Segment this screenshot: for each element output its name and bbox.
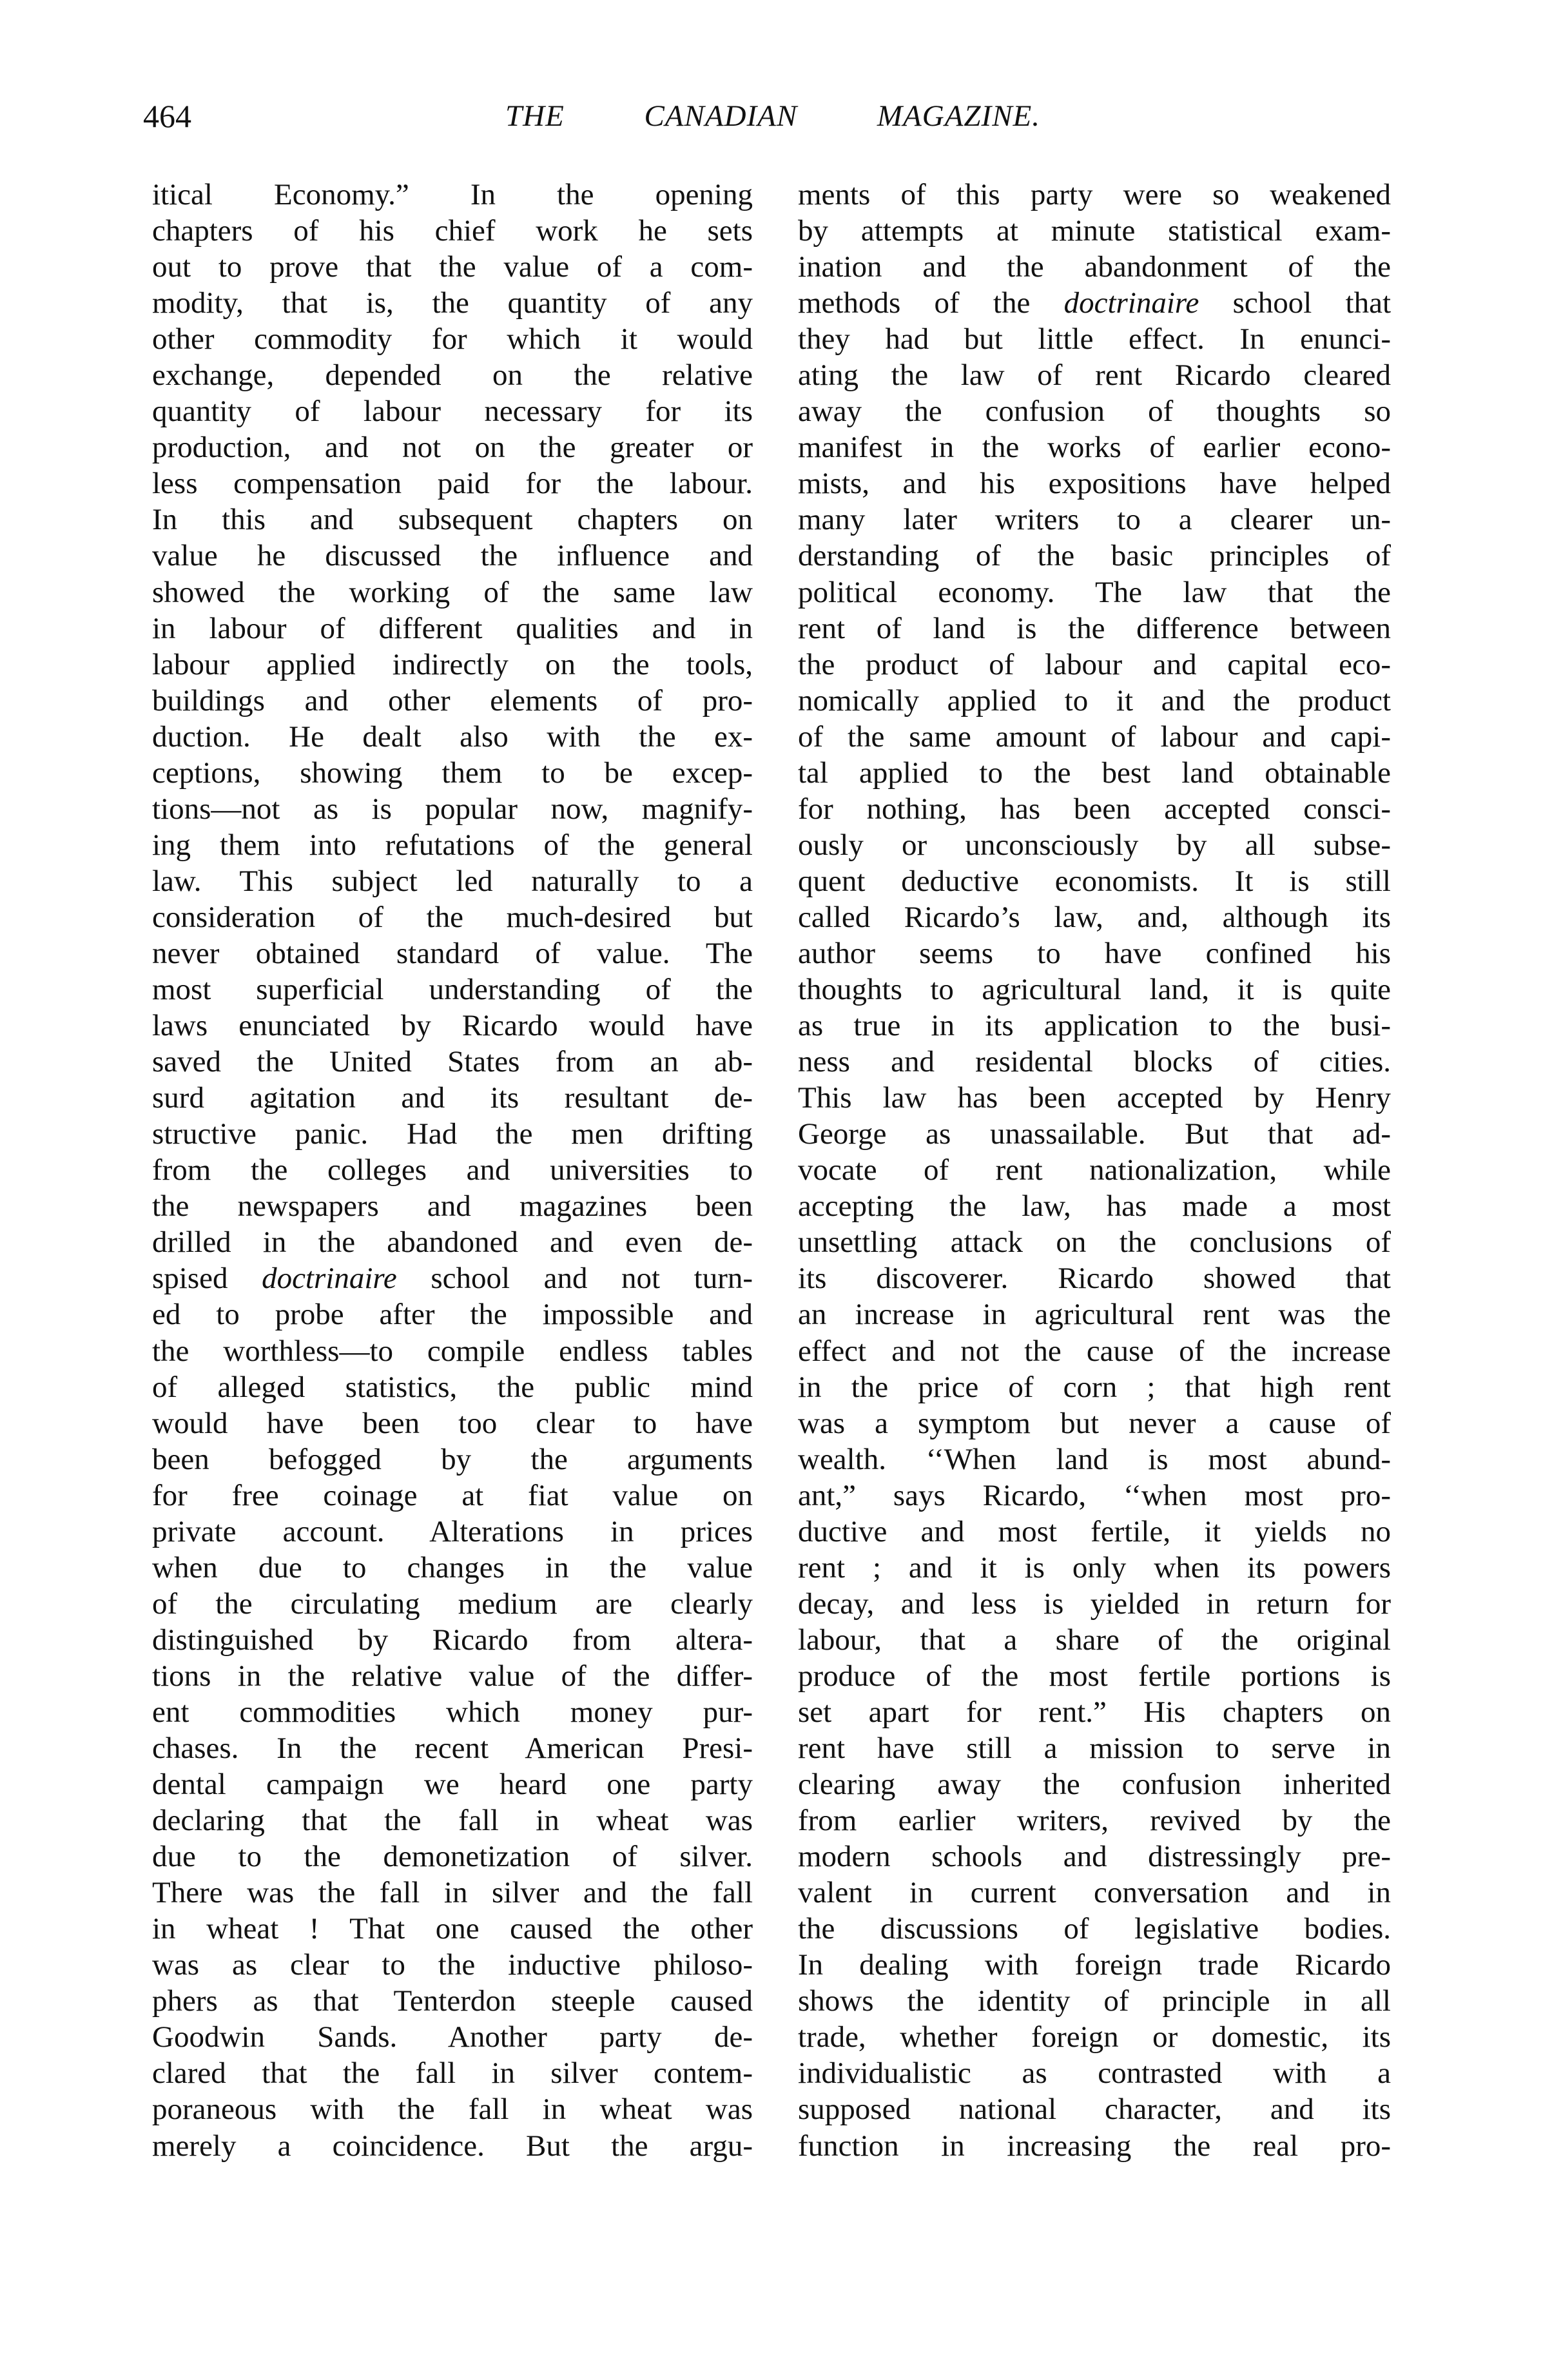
text-line: George as unassailable. But that ad- bbox=[798, 1117, 1391, 1151]
text-line: buildings and other elements of pro- bbox=[152, 683, 753, 717]
text-line: ness and residental blocks of cities. bbox=[798, 1045, 1391, 1079]
text-line: ant,” says Ricardo, ‘‘when most pro- bbox=[798, 1478, 1391, 1512]
text-line: its discoverer. Ricardo showed that bbox=[798, 1262, 1391, 1296]
text-line: clared that the fall in silver contem- bbox=[152, 2056, 753, 2091]
text-line: many later writers to a clearer un- bbox=[798, 503, 1391, 537]
text-line: dental campaign we heard one party bbox=[152, 1768, 753, 1802]
text-line: merely a coincidence. But the argu- bbox=[152, 2129, 753, 2163]
text-line: the discussions of legislative bodies. bbox=[798, 1912, 1391, 1946]
text-line: itical Economy.” In the opening bbox=[152, 178, 753, 211]
text-line: ceptions, showing them to be excep- bbox=[152, 756, 753, 790]
text-line: poraneous with the fall in wheat was bbox=[152, 2092, 753, 2127]
text-line: production, and not on the greater or bbox=[152, 431, 753, 465]
text-line: called Ricardo’s law, and, although its bbox=[798, 900, 1391, 934]
text-line: the newspapers and magazines been bbox=[152, 1189, 753, 1224]
text-line: when due to changes in the value bbox=[152, 1550, 753, 1585]
text-line: value he discussed the influence and bbox=[152, 539, 753, 573]
text-line: showed the working of the same law bbox=[152, 575, 753, 609]
text-line: distinguished by Ricardo from altera- bbox=[152, 1623, 753, 1657]
text-line: This law has been accepted by Henry bbox=[798, 1081, 1391, 1115]
text-line: laws enunciated by Ricardo would have bbox=[152, 1009, 753, 1043]
text-line: tions in the relative value of the differ- bbox=[152, 1659, 753, 1693]
text-line: political economy. The law that the bbox=[798, 575, 1391, 609]
text-line bbox=[152, 1260, 753, 1296]
text-line: surd agitation and its resultant de- bbox=[152, 1081, 753, 1115]
text-line: consideration of the much-desired but bbox=[152, 900, 753, 934]
text-line: ments of this party were so weakened bbox=[798, 178, 1391, 211]
italic-term: doctrinaire bbox=[1063, 286, 1199, 320]
text-line: nomically applied to it and the product bbox=[798, 683, 1391, 717]
text-line: function in increasing the real pro- bbox=[798, 2129, 1391, 2163]
text-line: In dealing with foreign trade Ricardo bbox=[798, 1948, 1391, 1982]
text-line: modity, that is, the quantity of any bbox=[152, 286, 753, 320]
text-run: spised bbox=[152, 1262, 262, 1296]
text-line: due to the demonetization of silver. bbox=[152, 1840, 753, 1874]
text-line: for free coinage at fiat value on bbox=[152, 1478, 753, 1512]
text-line: away the confusion of thoughts so bbox=[798, 395, 1391, 429]
text-line: Goodwin Sands. Another party de- bbox=[152, 2020, 753, 2054]
text-line: derstanding of the basic principles of bbox=[798, 539, 1391, 573]
text-line: other commodity for which it would bbox=[152, 322, 753, 356]
text-line: In this and subsequent chapters on bbox=[152, 503, 753, 537]
text-line: ating the law of rent Ricardo cleared bbox=[798, 358, 1391, 393]
text-line: ing them into refutations of the general bbox=[152, 828, 753, 862]
text-line: rent ; and it is only when its powers bbox=[798, 1550, 1391, 1585]
text-line: set apart for rent.” His chapters on bbox=[798, 1695, 1391, 1729]
text-line: labour applied indirectly on the tools, bbox=[152, 647, 753, 681]
text-line: ously or unconsciously by all subse- bbox=[798, 828, 1391, 862]
text-line: clearing away the confusion inherited bbox=[798, 1768, 1391, 1802]
text-line: for nothing, has been accepted consci- bbox=[798, 792, 1391, 826]
text-line: they had but little effect. In enunci- bbox=[798, 322, 1391, 356]
text-line: saved the United States from an ab- bbox=[152, 1045, 753, 1079]
text-line: out to prove that the value of a com- bbox=[152, 250, 753, 284]
text-line: by attempts at minute statistical exam- bbox=[798, 214, 1391, 248]
left-column bbox=[152, 177, 753, 2164]
text-line: from the colleges and universities to bbox=[152, 1153, 753, 1187]
text-line: thoughts to agricultural land, it is quite bbox=[798, 973, 1391, 1007]
text-run: methods of the bbox=[798, 286, 1064, 320]
text-line: phers as that Tenterdon steeple caused bbox=[152, 1984, 753, 2018]
text-line: manifest in the works of earlier econo- bbox=[798, 431, 1391, 465]
text-line: ent commodities which money pur- bbox=[152, 1695, 753, 1729]
text-line: exchange, depended on the relative bbox=[152, 358, 753, 393]
text-line: ductive and most fertile, it yields no bbox=[798, 1514, 1391, 1548]
text-line: would have been too clear to have bbox=[152, 1406, 753, 1440]
text-line: of the same amount of labour and capi- bbox=[798, 719, 1391, 754]
text-line: in wheat ! That one caused the other bbox=[152, 1912, 753, 1946]
text-line: mists, and his expositions have helped bbox=[798, 467, 1391, 501]
text-line: produce of the most fertile portions is bbox=[798, 1659, 1391, 1693]
text-line: from earlier writers, revived by the bbox=[798, 1804, 1391, 1838]
text-line: labour, that a share of the original bbox=[798, 1623, 1391, 1657]
text-line: trade, whether foreign or domestic, its bbox=[798, 2020, 1391, 2054]
text-line: in labour of different qualities and in bbox=[152, 611, 753, 645]
text-line: decay, and less is yielded in return for bbox=[798, 1586, 1391, 1621]
text-line: vocate of rent nationalization, while bbox=[798, 1153, 1391, 1187]
text-line: chapters of his chief work he sets bbox=[152, 214, 753, 248]
text-line: valent in current conversation and in bbox=[798, 1876, 1391, 1910]
text-line: been befogged by the arguments bbox=[152, 1442, 753, 1476]
text-line: of the circulating medium are clearly bbox=[152, 1586, 753, 1621]
text-line: rent of land is the difference between bbox=[798, 611, 1391, 645]
text-line: was a symptom but never a cause of bbox=[798, 1406, 1391, 1440]
text-line: declaring that the fall in wheat was bbox=[152, 1804, 753, 1838]
text-line: private account. Alterations in prices bbox=[152, 1514, 753, 1548]
italic-term: doctrinaire bbox=[262, 1262, 397, 1296]
text-line: less compensation paid for the labour. bbox=[152, 467, 753, 501]
text-line: the product of labour and capital eco- bbox=[798, 647, 1391, 681]
text-line: most superficial understanding of the bbox=[152, 973, 753, 1007]
text-line: the worthless—to compile endless tables bbox=[152, 1334, 753, 1368]
text-line: rent have still a mission to serve in bbox=[798, 1731, 1391, 1766]
text-line: structive panic. Had the men drifting bbox=[152, 1117, 753, 1151]
right-column bbox=[798, 177, 1391, 2164]
text-line: effect and not the cause of the increase bbox=[798, 1334, 1391, 1368]
text-line: tions—not as is popular now, magnify- bbox=[152, 792, 753, 826]
text-line: modern schools and distressingly pre- bbox=[798, 1840, 1391, 1874]
text-line: individualistic as contrasted with a bbox=[798, 2056, 1391, 2091]
text-run: school and not turn- bbox=[396, 1262, 753, 1296]
text-line bbox=[798, 285, 1391, 321]
text-line: never obtained standard of value. The bbox=[152, 936, 753, 970]
text-line: law. This subject led naturally to a bbox=[152, 864, 753, 898]
text-line: wealth. ‘‘When land is most abund- bbox=[798, 1442, 1391, 1476]
text-line: There was the fall in silver and the fall bbox=[152, 1876, 753, 1910]
text-line: tal applied to the best land obtainable bbox=[798, 756, 1391, 790]
text-line: author seems to have confined his bbox=[798, 936, 1391, 970]
text-line: quantity of labour necessary for its bbox=[152, 395, 753, 429]
text-line: an increase in agricultural rent was the bbox=[798, 1298, 1391, 1332]
text-line: unsettling attack on the conclusions of bbox=[798, 1225, 1391, 1260]
text-line: ination and the abandonment of the bbox=[798, 250, 1391, 284]
text-line: was as clear to the inductive philoso- bbox=[152, 1948, 753, 1982]
text-line: chases. In the recent American Presi- bbox=[152, 1731, 753, 1766]
text-line: quent deductive economists. It is still bbox=[798, 864, 1391, 898]
text-line: ed to probe after the impossible and bbox=[152, 1298, 753, 1332]
text-line: duction. He dealt also with the ex- bbox=[152, 719, 753, 754]
text-line: shows the identity of principle in all bbox=[798, 1984, 1391, 2018]
text-line: drilled in the abandoned and even de- bbox=[152, 1225, 753, 1260]
text-line: as true in its application to the busi- bbox=[798, 1009, 1391, 1043]
text-run: school that bbox=[1199, 286, 1391, 320]
text-line: in the price of corn ; that high rent bbox=[798, 1370, 1391, 1404]
text-line: supposed national character, and its bbox=[798, 2092, 1391, 2127]
text-line: of alleged statistics, the public mind bbox=[152, 1370, 753, 1404]
running-title: THE CANADIAN MAGAZINE. bbox=[505, 99, 1040, 133]
page-number: 464 bbox=[143, 98, 191, 134]
text-line: accepting the law, has made a most bbox=[798, 1189, 1391, 1224]
